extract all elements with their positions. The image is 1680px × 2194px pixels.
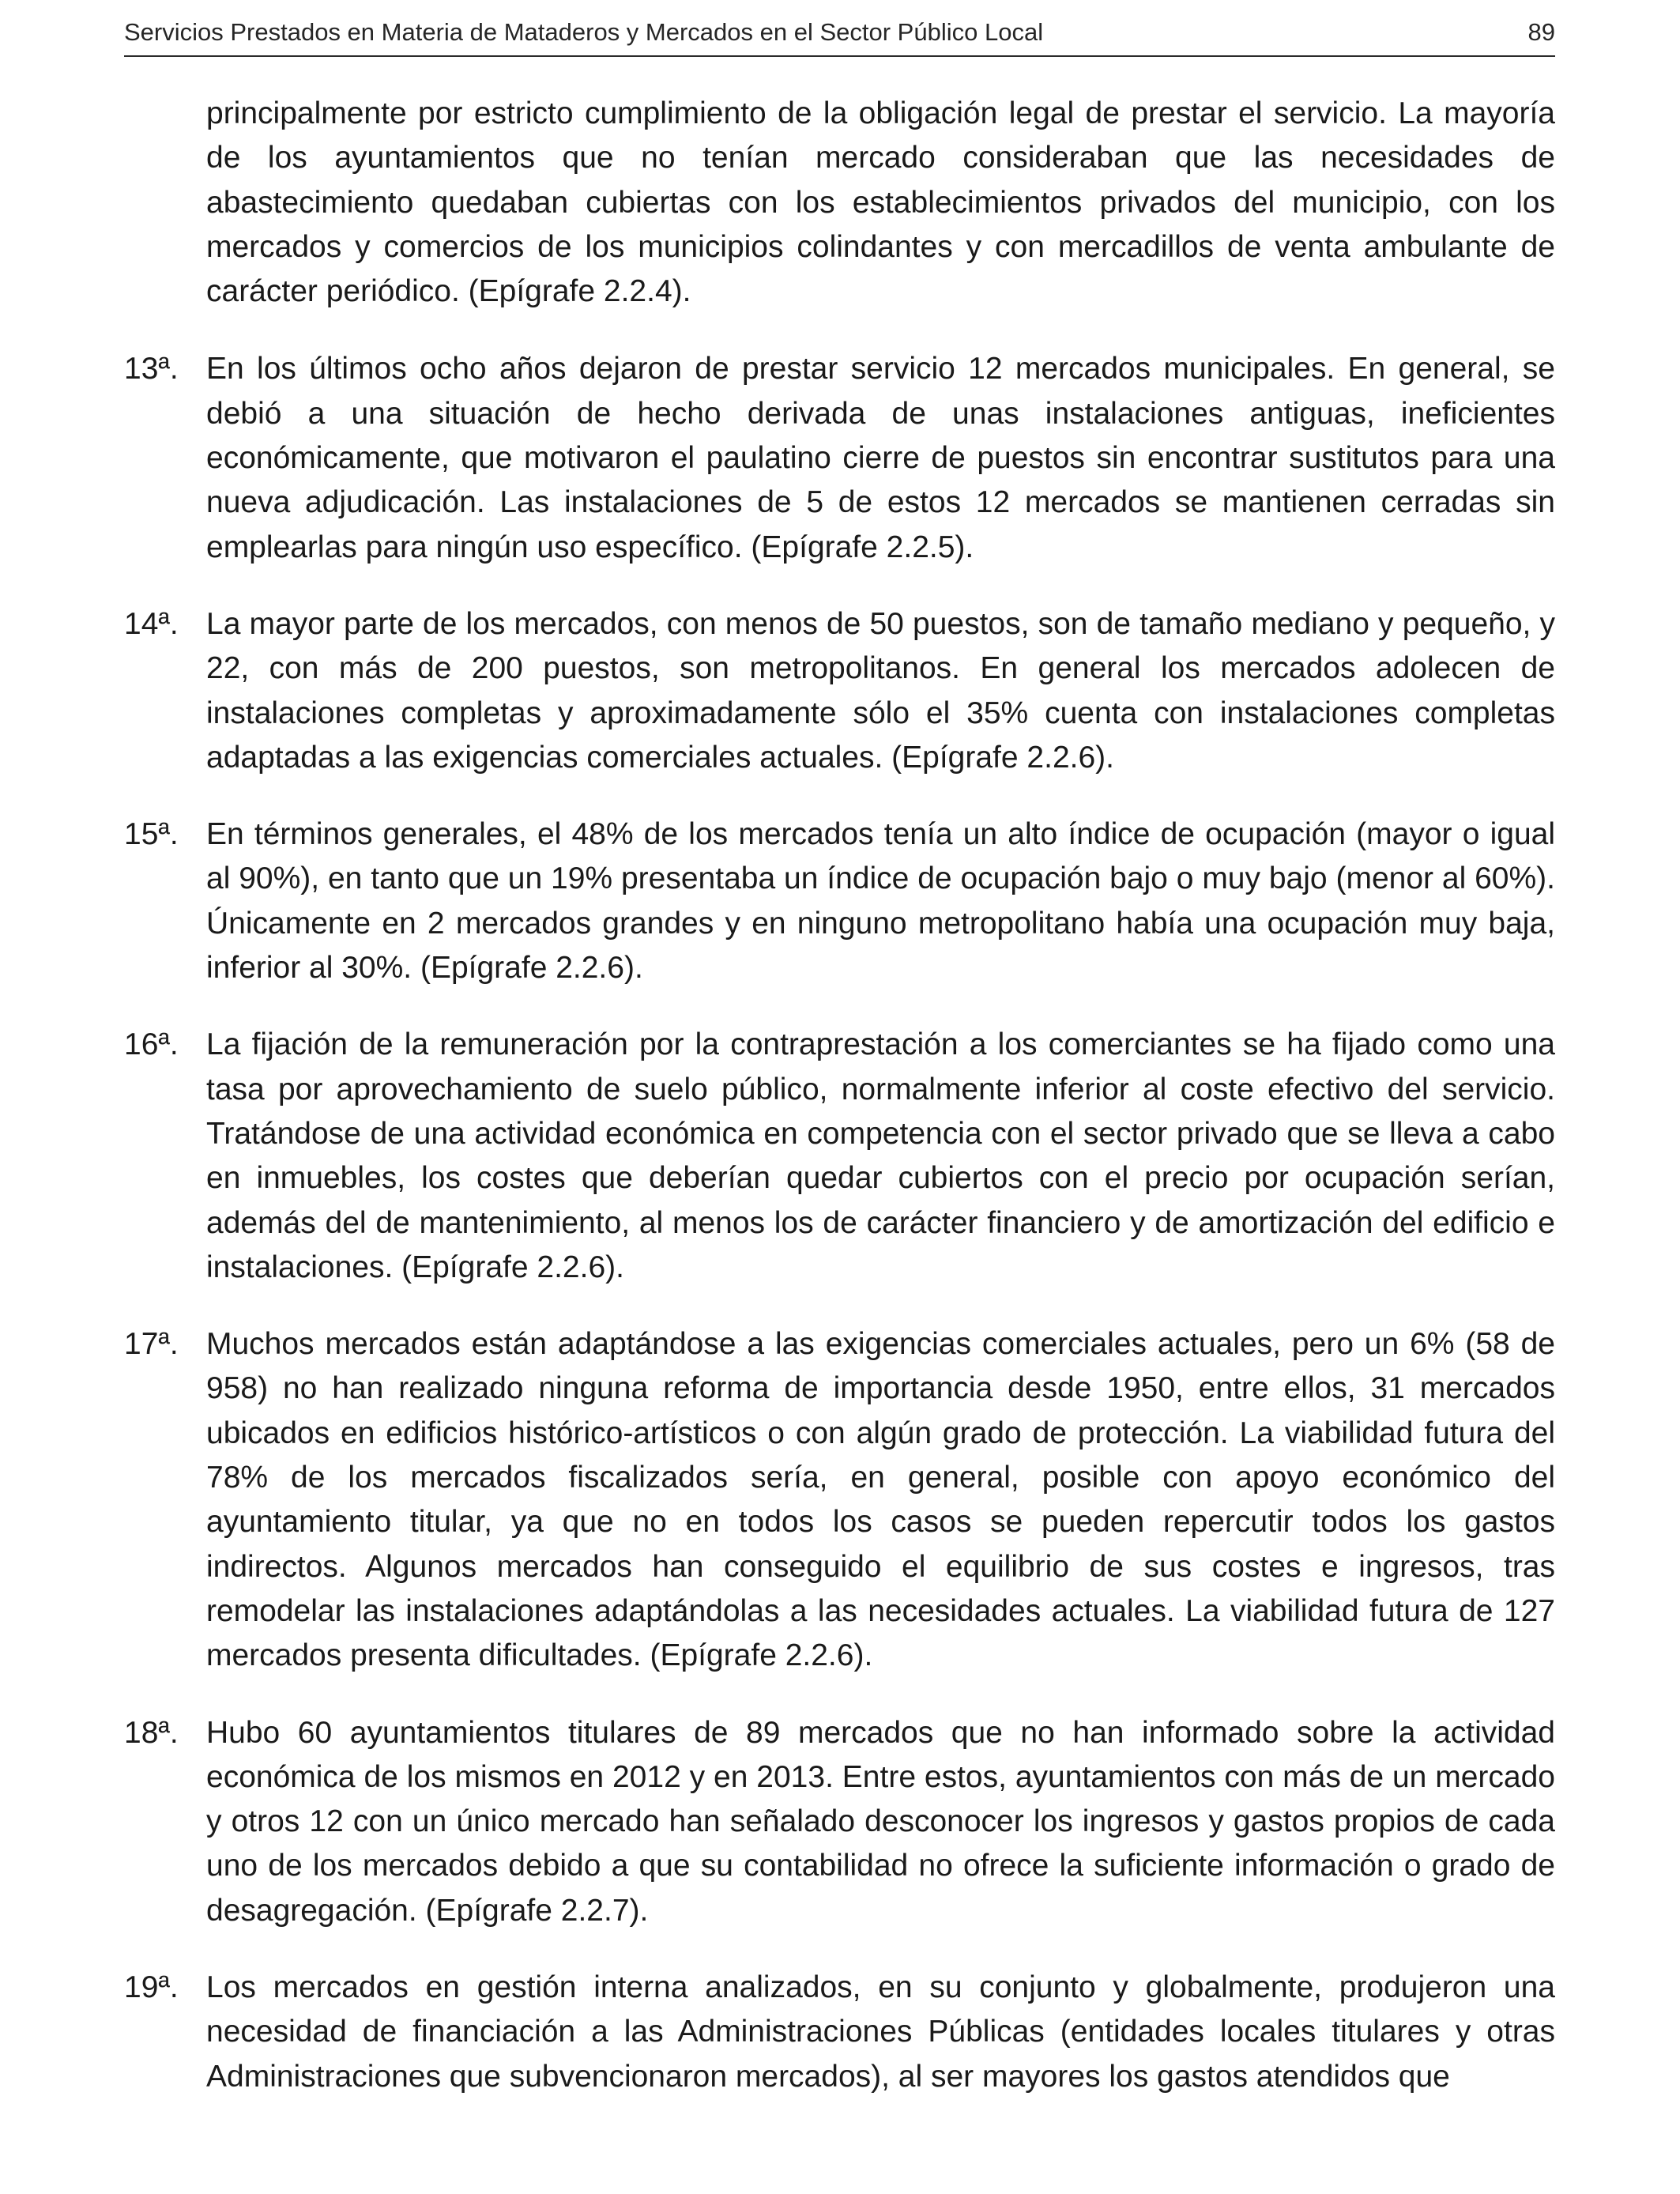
paragraph-text: Muchos mercados están adaptándose a las exigencias comerciales actuales, pero un 6% (58 de 958) no han realizado ninguna reforma de importancia desde 1950, entre ellos, 31 mercados ubicados en edificios histórico-artísticos o con algún grado de protección. La viabilidad futura del 78% de los mercados fiscalizados sería, en general, posible con apoyo económico del ayuntamiento titular, ya que no en todos los casos se pueden repercutir todos los gastos indirectos. Algunos mercados han conseguido el equilibrio de sus costes e ingresos, tras remodelar las instalaciones adaptándolas a las necesidades actuales. La viabilidad futura de 127 mercados presenta dificultades. (Epígrafe 2.2.6). xyxy=(206,1327,1555,1673)
paragraph-text: En términos generales, el 48% de los mercados tenía un alto índice de ocupación (mayor o igual al 90%), en tanto que un 19% presentaba un índice de ocupación bajo o muy bajo (menor al 60%). Únicamente en 2 mercados grandes y en ninguno metropolitano había una ocupación muy baja, inferior al 30%. (Epígrafe 2.2.6). xyxy=(206,817,1555,986)
paragraph-number: 16ª. xyxy=(124,1027,179,1062)
paragraph-text: Hubo 60 ayuntamientos titulares de 89 mercados que no han informado sobre la actividad económica de los mismos en 2012 y en 2013. Entre estos, ayuntamientos con más de un mercado y otros 12 con un único mercado han señalado desconocer los ingresos y gastos propios de cada uno de los mercados debido a que su contabilidad no ofrece la suficiente información o grado de desagregación. (Epígrafe 2.2.7). xyxy=(206,1715,1555,1928)
paragraph-number: 19ª. xyxy=(124,1970,179,2004)
conclusion-18 xyxy=(124,1711,1555,1933)
conclusion-17 xyxy=(124,1322,1555,1678)
paragraph-text: Los mercados en gestión interna analizados, en su conjunto y globalmente, produjeron una necesidad de financiación a las Administraciones Públicas (entidades locales titulares y otras Administraciones que subvencionaron mercados), al ser mayores los gastos atendidos que xyxy=(206,1970,1555,2094)
header-title: Servicios Prestados en Materia de Mataderos y Mercados en el Sector Público Local xyxy=(124,18,1044,46)
conclusion-14 xyxy=(124,602,1555,780)
paragraph-number: 13ª. xyxy=(124,352,179,386)
paragraph-number: 17ª. xyxy=(124,1327,179,1362)
page-header xyxy=(124,14,1555,57)
conclusion-13 xyxy=(124,347,1555,569)
paragraph-number: 14ª. xyxy=(124,606,179,641)
page-number: 89 xyxy=(1527,18,1555,46)
paragraph-text: En los últimos ocho años dejaron de prestar servicio 12 mercados municipales. En general, se debió a una situación de hecho derivada de unas instalaciones antiguas, ineficientes económicamente, que motivaron el paulatino cierre de puestos sin encontrar sustitutos para una nueva adjudicación. Las instalaciones de 5 de estos 12 mercados se mantienen cerradas sin emplearlas para ningún uso específico. (Epígrafe 2.2.5). xyxy=(206,352,1555,564)
paragraph-text: principalmente por estricto cumplimiento de la obligación legal de prestar el servicio. La mayoría de los ayuntamientos que no tenían mercado consideraban que las necesidades de abastecimiento quedaban cubiertas con los establecimientos privados del municipio, con los mercados y comercios de los municipios colindantes y con mercadillos de venta ambulante de carácter periódico. (Epígrafe 2.2.4). xyxy=(206,96,1555,309)
conclusion-16 xyxy=(124,1023,1555,1290)
paragraph-text: La fijación de la remuneración por la contraprestación a los comerciantes se ha fijado como una tasa por aprovechamiento de suelo público, normalmente inferior al coste efectivo del servicio. Tratándose de una actividad económica en competencia con el sector privado que se lleva a cabo en inmuebles, los costes que deberían quedar cubiertos con el precio por ocupación serían, además del de mantenimiento, al menos los de carácter financiero y de amortización del edificio e instalaciones. (Epígrafe 2.2.6). xyxy=(206,1027,1555,1284)
conclusion-19 xyxy=(124,1966,1555,2099)
paragraph-continuation xyxy=(124,92,1555,314)
paragraph-number: 18ª. xyxy=(124,1715,179,1750)
document-body xyxy=(124,92,1555,2099)
paragraph-text: La mayor parte de los mercados, con menos de 50 puestos, son de tamaño mediano y pequeño, y 22, con más de 200 puestos, son metropolitanos. En general los mercados adolecen de instalaciones completas y aproximadamente sólo el 35% cuenta con instalaciones completas adaptadas a las exigencias comerciales actuales. (Epígrafe 2.2.6). xyxy=(206,606,1555,775)
conclusion-15 xyxy=(124,812,1555,990)
paragraph-number: 15ª. xyxy=(124,817,179,852)
